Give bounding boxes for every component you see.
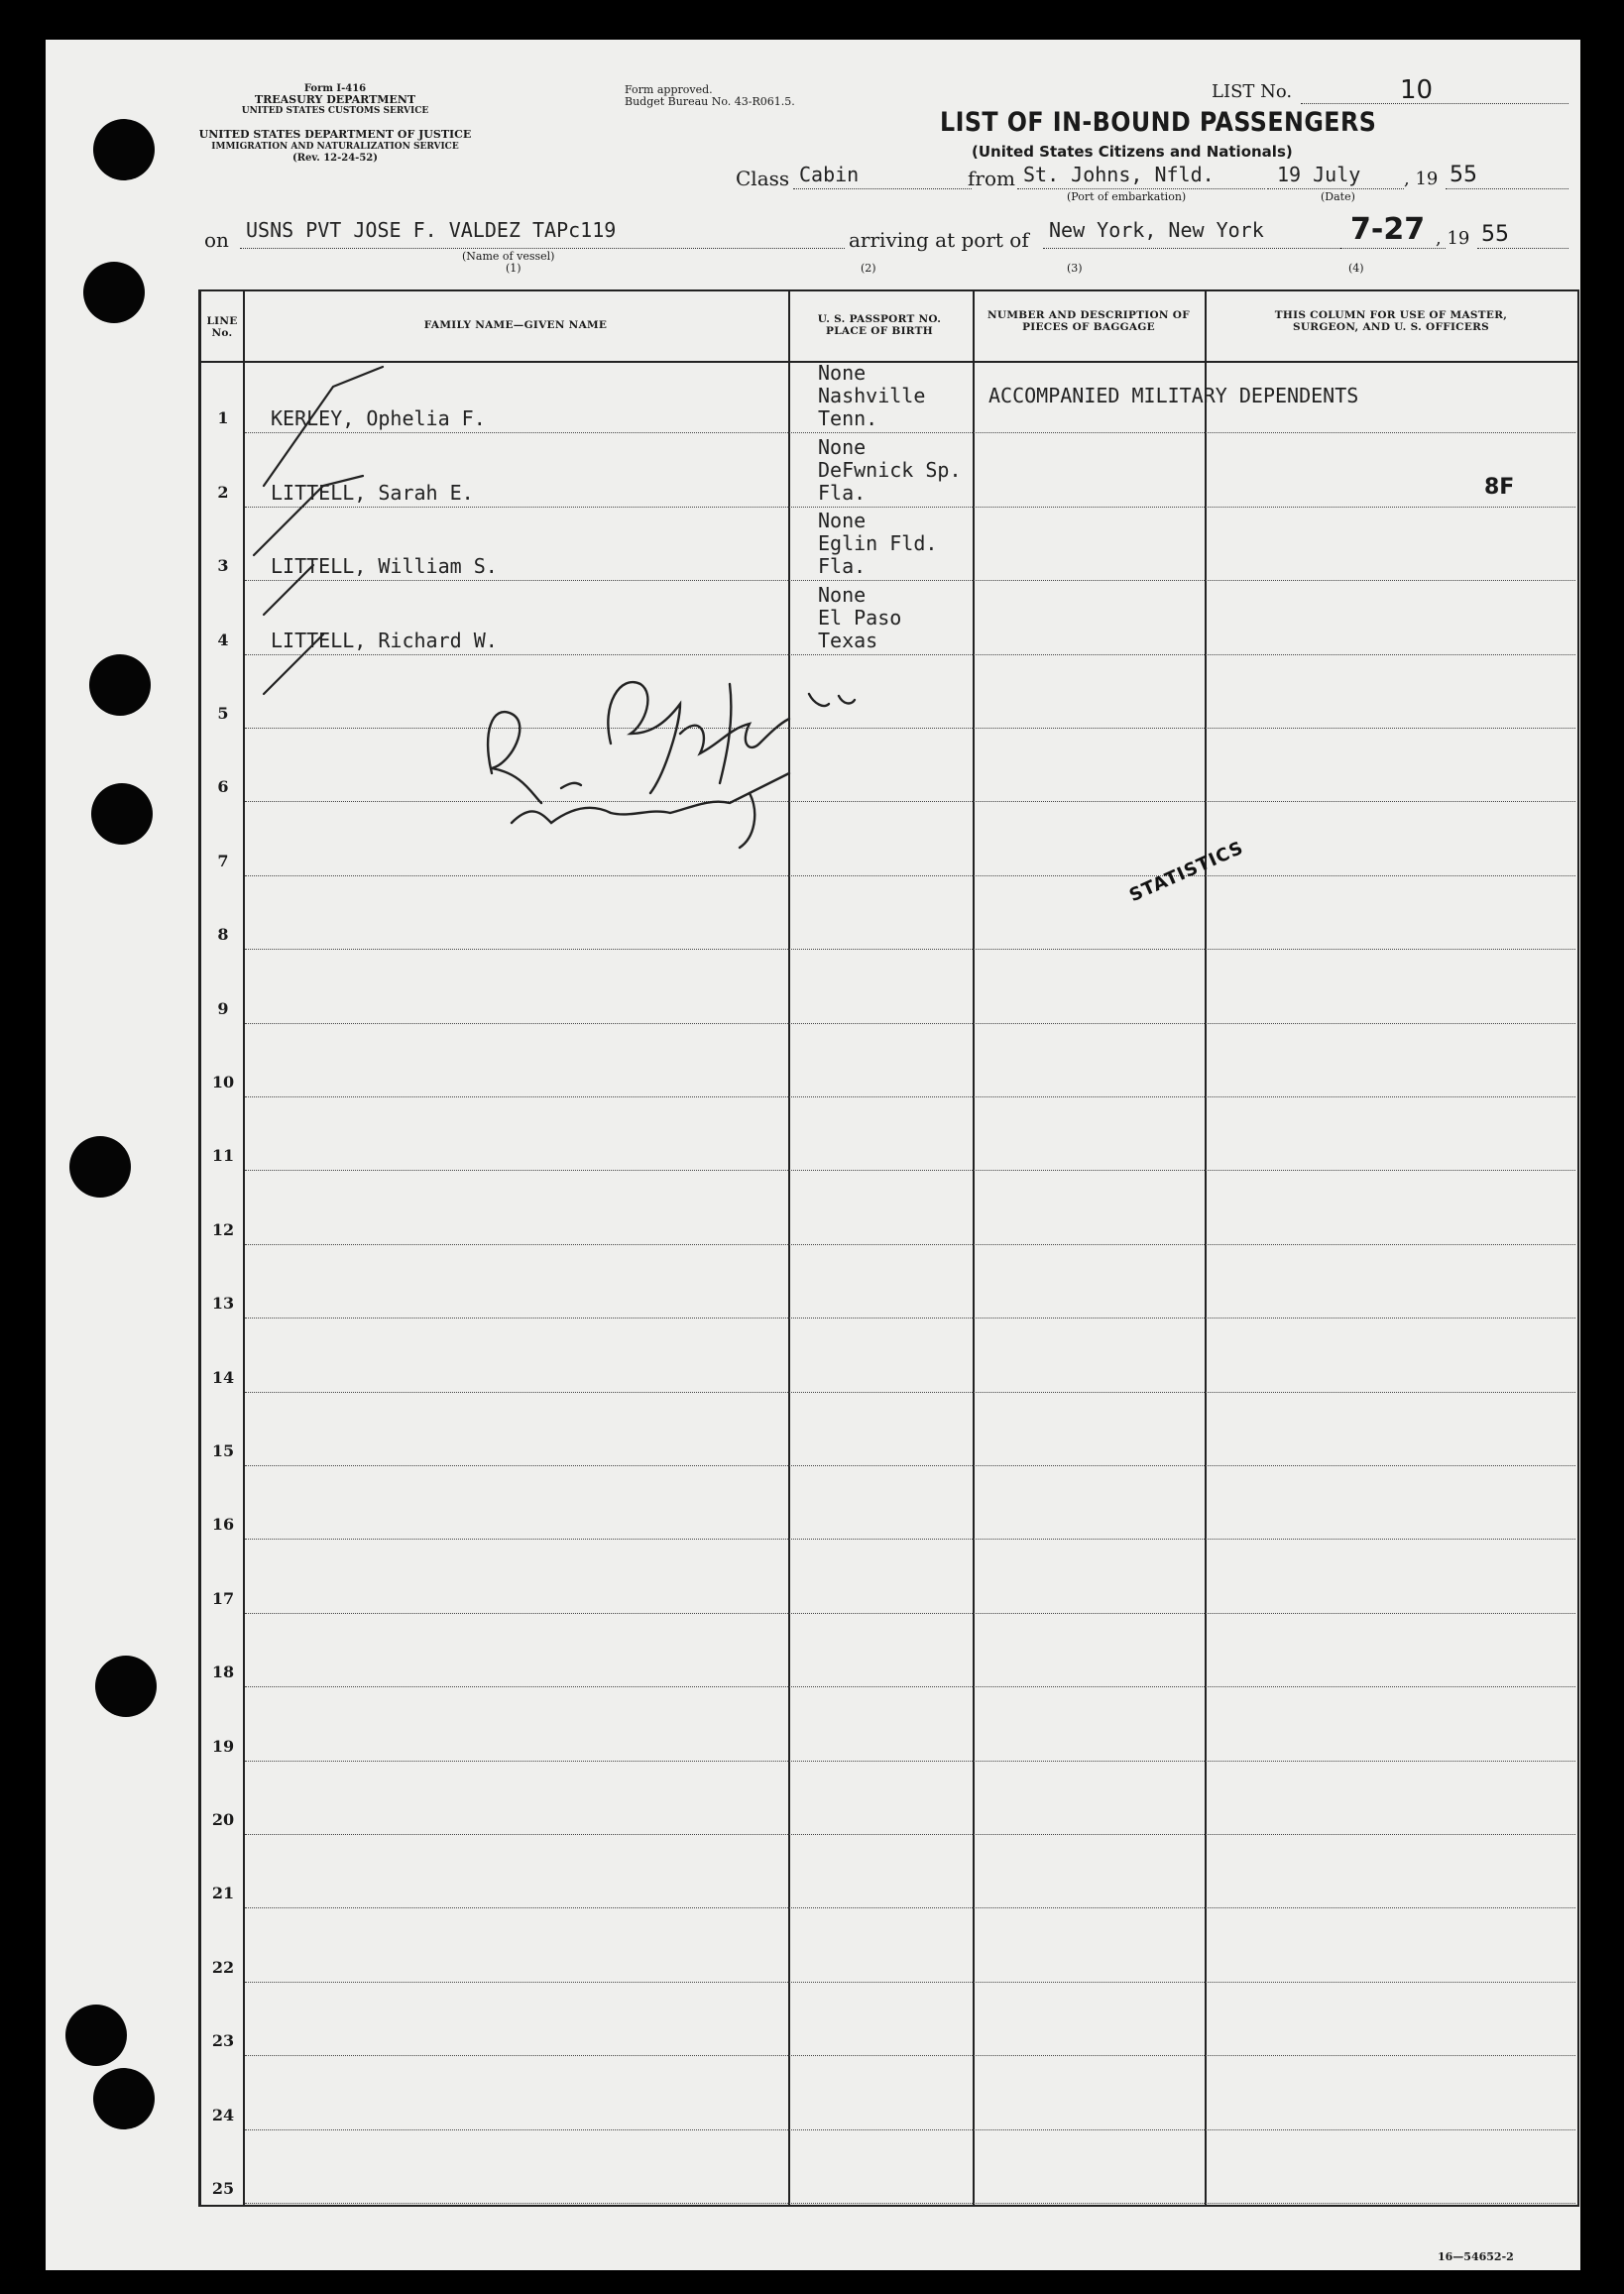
row-number: 15 xyxy=(211,1441,235,1460)
birth-state: Fla. xyxy=(818,480,867,505)
departure-year: 55 xyxy=(1450,163,1477,187)
row-number: 3 xyxy=(217,556,229,576)
class-value: Cabin xyxy=(799,163,860,186)
list-no-label: LIST No. xyxy=(1212,81,1293,102)
class-label: Class xyxy=(736,167,790,190)
statistics-stamp: STATISTICS xyxy=(1126,837,1247,907)
row-number: 10 xyxy=(211,1073,235,1091)
col-header-passport: U. S. PASSPORT NO. PLACE OF BIRTH xyxy=(817,313,942,337)
birth-place: DeFwnick Sp. xyxy=(818,457,962,482)
birth-place: El Paso xyxy=(818,605,902,630)
row-number: 20 xyxy=(211,1810,235,1829)
row-number: 19 xyxy=(211,1736,235,1756)
on-label: on xyxy=(204,228,229,252)
list-no-value: 10 xyxy=(1400,75,1434,105)
budget-bureau: Budget Bureau No. 43-R061.5. xyxy=(625,95,795,108)
row-divider xyxy=(245,1170,1575,1171)
list-no-line xyxy=(1301,103,1568,104)
row-number: 11 xyxy=(211,1146,235,1166)
row-divider xyxy=(245,1465,1575,1466)
row-divider xyxy=(245,1686,1575,1687)
row-divider xyxy=(245,507,1575,508)
row-divider xyxy=(245,875,1575,876)
row-number: 14 xyxy=(211,1367,235,1387)
arriving-col-num: (2) xyxy=(861,262,876,275)
row-number: 8 xyxy=(217,925,229,945)
date-line xyxy=(1267,188,1404,189)
arrival-date-col-num: (4) xyxy=(1348,262,1364,275)
passenger-name: KERLEY, Ophelia F. xyxy=(271,406,486,431)
arrival-year-line xyxy=(1477,248,1568,249)
row-number: 12 xyxy=(211,1219,235,1239)
birth-state: Tenn. xyxy=(818,406,878,431)
row-number: 17 xyxy=(211,1588,235,1608)
revision-date: (Rev. 12-24-52) xyxy=(292,153,378,164)
arrival-year: 55 xyxy=(1481,222,1509,247)
row-divider xyxy=(245,2055,1575,2056)
customs-service: UNITED STATES CUSTOMS SERVICE xyxy=(241,106,429,116)
row-number: 6 xyxy=(217,777,229,797)
date-caption: (Date) xyxy=(1321,190,1355,203)
row-number: 9 xyxy=(217,998,229,1018)
binder-hole xyxy=(95,1656,157,1717)
year-line xyxy=(1446,188,1568,189)
arrival-year-prefix: , 19 xyxy=(1436,228,1470,249)
row-number: 25 xyxy=(211,2179,235,2198)
departure-date: 19 July xyxy=(1277,163,1361,186)
arriving-label: arriving at port of xyxy=(849,228,1029,252)
from-label: from xyxy=(968,167,1015,190)
row-divider xyxy=(245,1982,1575,1983)
vessel-line xyxy=(240,248,845,249)
passenger-name: LITTELL, Sarah E. xyxy=(271,480,474,505)
row-number: 22 xyxy=(211,1957,235,1977)
row-number: 21 xyxy=(211,1884,235,1903)
from-value: St. Johns, Nfld. xyxy=(1023,163,1215,186)
binder-hole xyxy=(65,2005,127,2066)
row-divider xyxy=(245,801,1575,802)
col-header-officers: THIS COLUMN FOR USE OF MASTER, SURGEON, AND U. S. OFFICERS xyxy=(1274,309,1508,333)
birth-place: Nashville xyxy=(818,384,926,408)
arrival-port-line xyxy=(1043,248,1340,249)
row-divider xyxy=(245,1834,1575,1835)
arrival-date: 7-27 xyxy=(1350,212,1426,247)
class-line xyxy=(793,188,972,189)
passenger-name: LITTELL, William S. xyxy=(271,554,498,579)
row-number: 5 xyxy=(217,704,229,723)
binder-hole xyxy=(69,1136,131,1198)
birth-state: Fla. xyxy=(818,554,867,579)
passport-no: None xyxy=(818,509,867,533)
row-number: 1 xyxy=(217,408,229,428)
birth-state: Texas xyxy=(818,628,878,652)
row-divider xyxy=(245,654,1575,655)
passport-no: None xyxy=(818,434,867,459)
vessel-col-num: (1) xyxy=(506,262,522,275)
row-divider xyxy=(245,1907,1575,1908)
birth-place: Eglin Fld. xyxy=(818,531,938,556)
arrival-port: New York, New York xyxy=(1049,218,1264,242)
row-divider xyxy=(245,1761,1575,1762)
col-header-baggage: NUMBER AND DESCRIPTION OF PIECES OF BAGGAGE xyxy=(987,309,1190,333)
handwritten-signature xyxy=(452,625,869,853)
binder-hole xyxy=(83,262,145,323)
binder-hole xyxy=(91,783,153,845)
row-number: 4 xyxy=(217,630,229,649)
col-header-line-no: LINE No. xyxy=(206,315,238,339)
row-divider xyxy=(245,1318,1575,1319)
check-marks xyxy=(234,347,432,724)
row-divider xyxy=(245,1244,1575,1245)
vessel-name: USNS PVT JOSE F. VALDEZ TAPc119 xyxy=(246,218,617,242)
row-divider xyxy=(245,2203,1575,2204)
row-divider xyxy=(245,2129,1575,2130)
row-number: 23 xyxy=(211,2031,235,2051)
col-header-name: FAMILY NAME—GIVEN NAME xyxy=(423,319,608,331)
row-divider xyxy=(245,1613,1575,1614)
binder-hole xyxy=(93,119,155,180)
from-line xyxy=(1017,188,1265,189)
year-prefix: , 19 xyxy=(1404,169,1439,189)
row-divider xyxy=(245,728,1575,729)
col-divider-3 xyxy=(973,291,975,2205)
baggage-desc: ACCOMPANIED MILITARY DEPENDENTS xyxy=(988,384,1359,408)
arrival-date-line xyxy=(1340,248,1446,249)
row-divider xyxy=(245,1539,1575,1540)
row-number: 13 xyxy=(211,1294,235,1314)
col-divider-4 xyxy=(1205,291,1207,2205)
footer-code: 16—54652-2 xyxy=(1438,2250,1514,2263)
form-number: Form I-416 xyxy=(303,83,367,94)
row-divider xyxy=(245,1096,1575,1097)
row-divider xyxy=(245,1023,1575,1024)
col-divider-2 xyxy=(788,291,790,2205)
passport-no: None xyxy=(818,361,867,386)
form-page xyxy=(46,40,1580,2270)
row-divider xyxy=(245,1392,1575,1393)
row-divider xyxy=(245,949,1575,950)
passenger-name: LITTELL, Richard W. xyxy=(271,628,498,652)
row-divider xyxy=(245,580,1575,581)
row-number: 18 xyxy=(211,1663,235,1682)
passport-no: None xyxy=(818,582,867,607)
officer-note: 8F xyxy=(1484,474,1515,500)
arrival-port-col-num: (3) xyxy=(1067,262,1083,275)
row-number: 16 xyxy=(211,1515,235,1535)
row-number: 2 xyxy=(217,482,229,502)
row-number: 7 xyxy=(217,851,229,870)
row-divider xyxy=(245,432,1575,433)
binder-hole xyxy=(89,654,151,716)
justice-dept: UNITED STATES DEPARTMENT OF JUSTICE xyxy=(198,128,472,141)
row-number: 24 xyxy=(211,2105,235,2124)
ins-service: IMMIGRATION AND NATURALIZATION SERVICE xyxy=(211,142,459,152)
from-caption: (Port of embarkation) xyxy=(1067,190,1187,203)
page-subtitle: (United States Citizens and Nationals) xyxy=(972,143,1293,161)
binder-hole xyxy=(93,2068,155,2129)
page-title: LIST OF IN-BOUND PASSENGERS xyxy=(940,107,1377,138)
form-approved: Form approved. xyxy=(625,83,713,96)
treasury-dept: TREASURY DEPARTMENT xyxy=(254,93,416,106)
vessel-caption: (Name of vessel) xyxy=(462,250,555,263)
